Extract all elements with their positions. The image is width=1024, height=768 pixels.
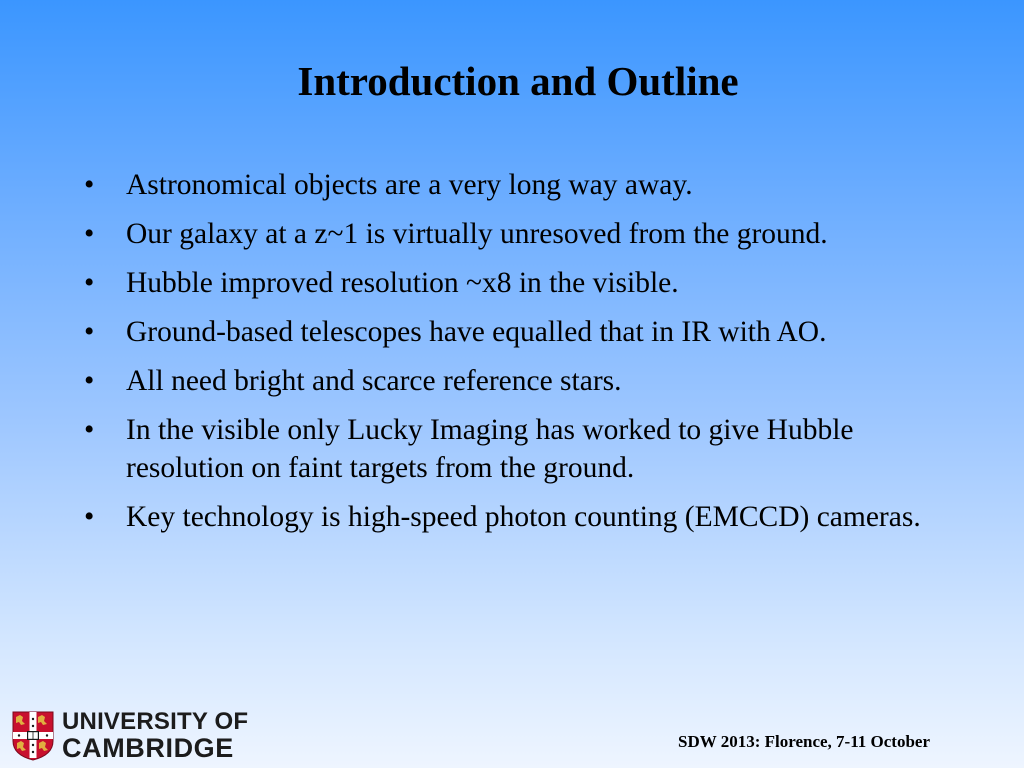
bullet-text: In the visible only Lucky Imaging has worked to give Hubble resolution on faint targets from the ground. — [126, 414, 854, 484]
bullet-text: Astronomical objects are a very long way away. — [126, 169, 693, 201]
bullet-item — [84, 166, 964, 204]
bullet-icon: • — [84, 316, 95, 348]
bullet-icon: • — [84, 218, 95, 250]
logo-line-university: UNIVERSITY OF — [62, 708, 249, 735]
bullet-text: All need bright and scarce reference stars. — [126, 365, 622, 397]
bullet-icon: • — [84, 501, 95, 533]
bullet-text: Hubble improved resolution ~x8 in the visible. — [126, 267, 679, 299]
cambridge-crest-icon — [12, 711, 54, 761]
bullet-icon: • — [84, 365, 95, 397]
bullet-list — [84, 166, 964, 547]
bullet-item — [84, 411, 964, 487]
bullet-item — [84, 313, 964, 351]
bullet-item — [84, 498, 964, 536]
bullet-icon: • — [84, 169, 95, 201]
logo-wordmark — [62, 710, 248, 762]
footer-text: SDW 2013: Florence, 7-11 October — [678, 732, 930, 751]
bullet-item — [84, 215, 964, 253]
slide-title: Introduction and Outline — [297, 58, 739, 104]
bullet-icon: • — [84, 267, 95, 299]
bullet-icon: • — [84, 414, 95, 446]
bullet-text: Key technology is high-speed photon counting (EMCCD) cameras. — [126, 501, 921, 533]
bullet-item — [84, 362, 964, 400]
logo-line-cambridge: CAMBRIDGE — [62, 733, 234, 763]
university-logo — [12, 710, 282, 764]
bullet-text: Ground-based telescopes have equalled that in IR with AO. — [126, 316, 827, 348]
bullet-item — [84, 264, 964, 302]
bullet-text: Our galaxy at a z~1 is virtually unresoved from the ground. — [126, 218, 828, 250]
